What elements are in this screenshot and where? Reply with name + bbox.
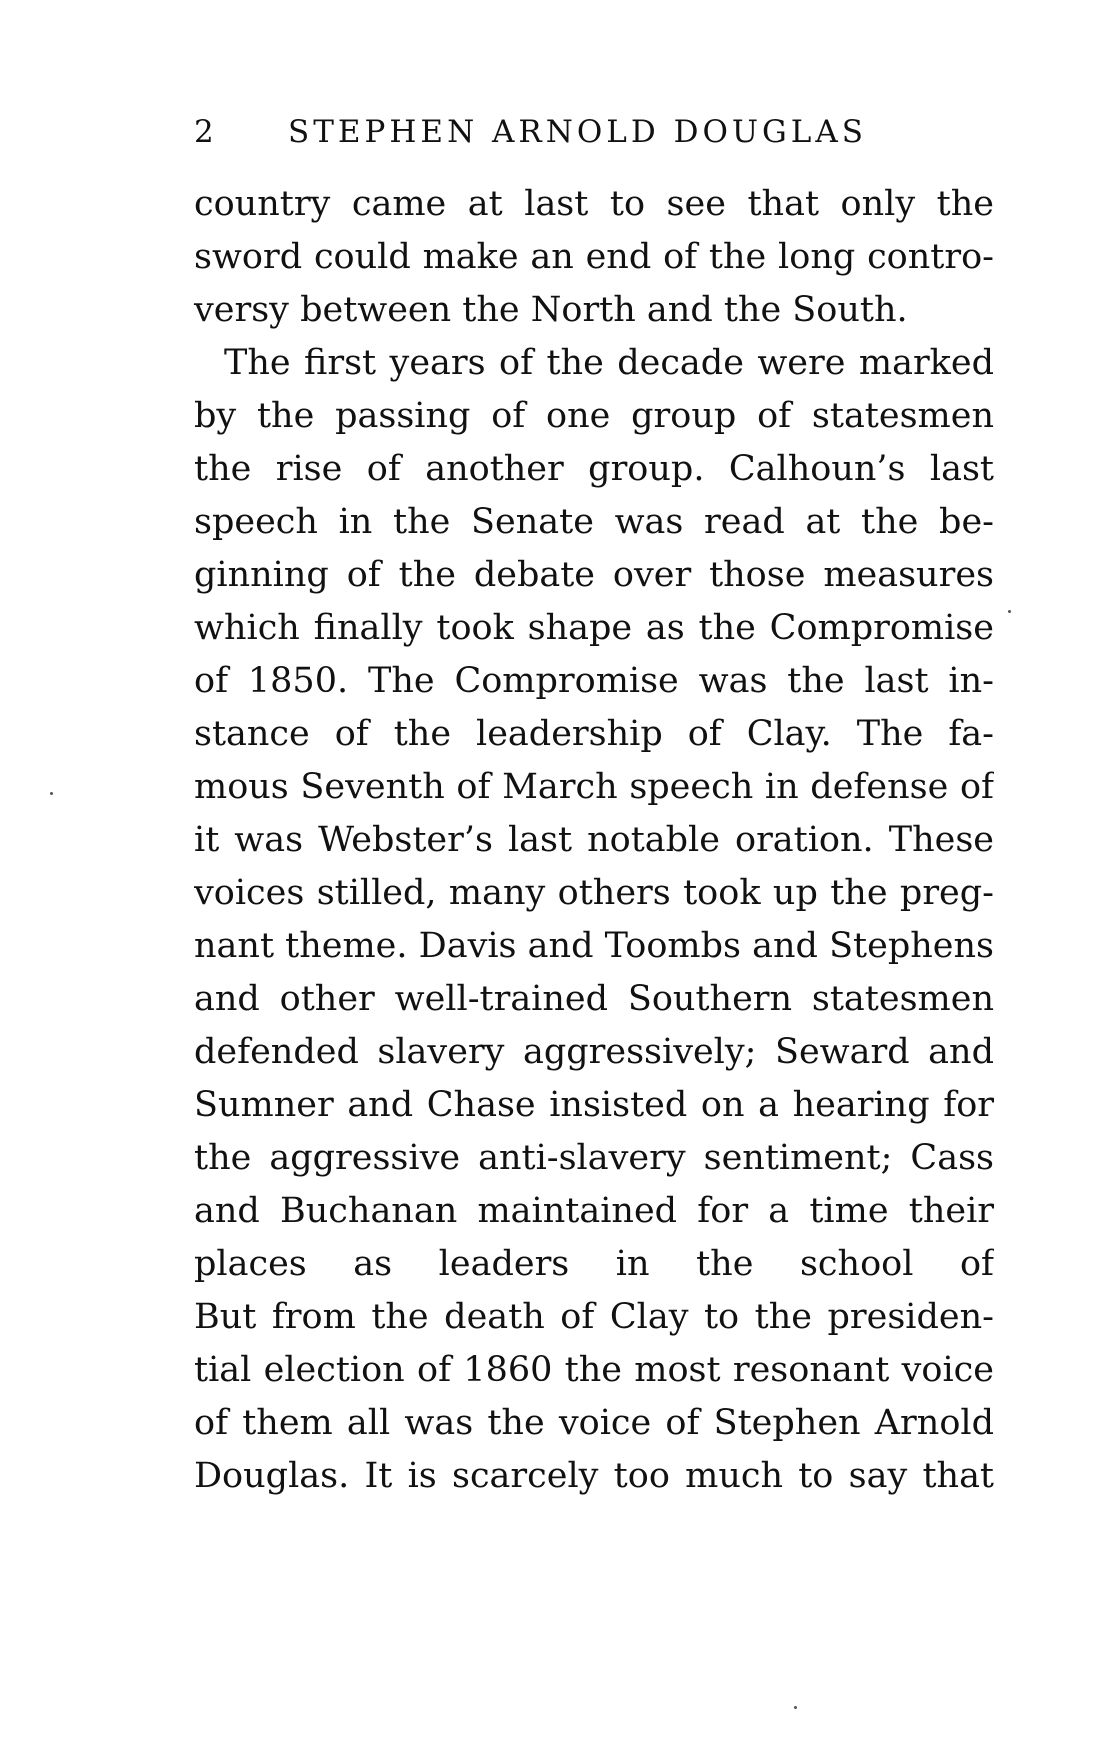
text-line: of them all was the voice of Stephen Arnold: [194, 1403, 994, 1443]
text-line: But from the death of Clay to the presiden-: [194, 1297, 994, 1337]
text-line: and Buchanan maintained for a time their: [194, 1191, 994, 1231]
text-line: the rise of another group. Calhoun’s last: [194, 449, 994, 489]
scan-speck: [794, 1706, 797, 1709]
text-line: tial election of 1860 the most resonant voice: [194, 1350, 994, 1390]
scan-speck: [50, 792, 53, 795]
text-line: nant theme. Davis and Toombs and Stephens: [194, 926, 994, 966]
text-line: The first years of the decade were marked: [224, 343, 994, 383]
text-line: mous Seventh of March speech in defense of: [194, 767, 994, 807]
paragraph-2: [194, 337, 994, 1503]
body-text: [194, 178, 994, 1503]
text-line: voices stilled, many others took up the preg-: [194, 873, 994, 913]
text-line: by the passing of one group of statesmen: [194, 396, 994, 436]
text-line: ginning of the debate over those measures: [194, 555, 994, 595]
text-line: of 1850. The Compromise was the last in-: [194, 661, 994, 701]
scan-speck: [1008, 610, 1011, 613]
page-header: [194, 112, 914, 152]
text-line: places as leaders in the school of: [194, 1244, 994, 1284]
text-line: sword could make an end of the long contro-: [194, 237, 994, 277]
paragraph-1: [194, 178, 994, 337]
text-line: Douglas. It is scarcely too much to say that: [194, 1456, 994, 1496]
text-line: which finally took shape as the Compromise: [194, 608, 994, 648]
text-line: and other well-trained Southern statesmen: [194, 979, 994, 1019]
text-line: speech in the Senate was read at the be-: [194, 502, 994, 542]
text-line: it was Webster’s last notable oration. These: [194, 820, 994, 860]
text-line: defended slavery aggressively; Seward and: [194, 1032, 994, 1072]
text-line: country came at last to see that only the: [194, 184, 994, 224]
page-number: 2: [194, 114, 218, 150]
text-line: stance of the leadership of Clay. The fa-: [194, 714, 994, 754]
running-title: STEPHEN ARNOLD DOUGLAS: [288, 114, 867, 150]
text-line: Sumner and Chase insisted on a hearing for: [194, 1085, 994, 1125]
text-line: the aggressive anti-slavery sentiment; Cass: [194, 1138, 994, 1178]
text-line: versy between the North and the South.: [194, 290, 908, 330]
